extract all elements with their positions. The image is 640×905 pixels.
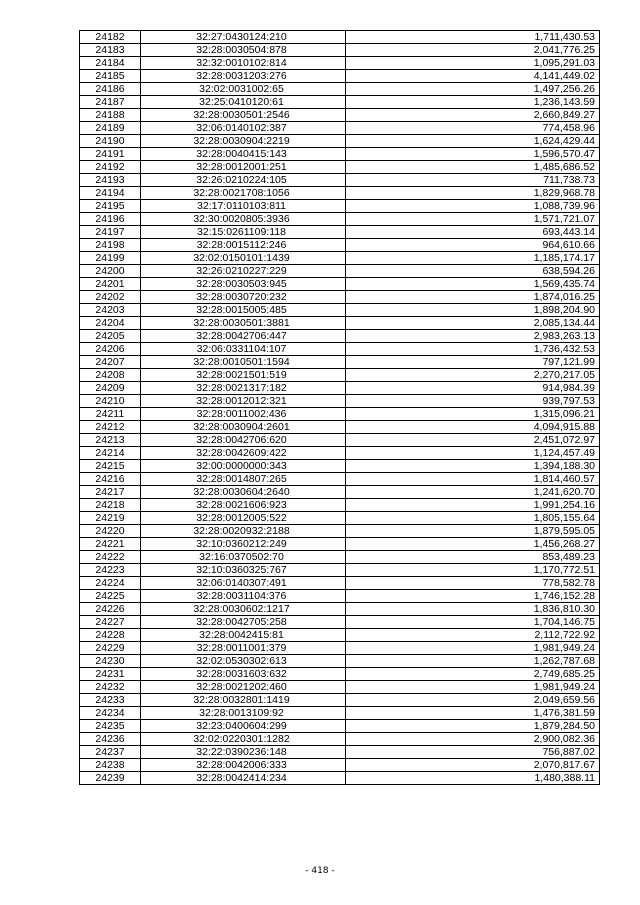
amount-cell: 1,836,810.30 — [346, 603, 600, 616]
row-number-cell: 24222 — [80, 551, 141, 564]
amount-cell: 1,185,174.17 — [346, 252, 600, 265]
cadastral-number-cell: 32:28:0011001:379 — [141, 642, 346, 655]
table-row — [80, 31, 600, 44]
cadastral-number-cell: 32:02:0150101:1439 — [141, 252, 346, 265]
row-number-cell: 24182 — [80, 31, 141, 44]
row-number-cell: 24220 — [80, 525, 141, 538]
row-number-cell: 24204 — [80, 317, 141, 330]
table-row — [80, 577, 600, 590]
cadastral-number-cell: 32:15:0261109:118 — [141, 226, 346, 239]
row-number-cell: 24186 — [80, 83, 141, 96]
row-number-cell: 24221 — [80, 538, 141, 551]
cadastral-number-cell: 32:28:0015112:246 — [141, 239, 346, 252]
cadastral-number-cell: 32:28:0012005:522 — [141, 512, 346, 525]
row-number-cell: 24187 — [80, 96, 141, 109]
row-number-cell: 24238 — [80, 759, 141, 772]
table-row — [80, 122, 600, 135]
amount-cell: 1,624,429.44 — [346, 135, 600, 148]
cadastral-number-cell: 32:10:0360212:249 — [141, 538, 346, 551]
amount-cell: 1,981,949.24 — [346, 642, 600, 655]
table-row — [80, 525, 600, 538]
table-row — [80, 694, 600, 707]
table-row — [80, 278, 600, 291]
table-row — [80, 291, 600, 304]
table-row — [80, 655, 600, 668]
cadastral-number-cell: 32:28:0030604:2640 — [141, 486, 346, 499]
row-number-cell: 24237 — [80, 746, 141, 759]
table-row — [80, 720, 600, 733]
cadastral-number-cell: 32:28:0040415:143 — [141, 148, 346, 161]
table-row — [80, 759, 600, 772]
table-row — [80, 44, 600, 57]
row-number-cell: 24230 — [80, 655, 141, 668]
amount-cell: 2,049,659.56 — [346, 694, 600, 707]
amount-cell: 1,879,284.50 — [346, 720, 600, 733]
cadastral-number-cell: 32:02:0220301:1282 — [141, 733, 346, 746]
row-number-cell: 24219 — [80, 512, 141, 525]
table-row — [80, 473, 600, 486]
cadastral-number-cell: 32:26:0210224:105 — [141, 174, 346, 187]
table-row — [80, 772, 600, 785]
row-number-cell: 24196 — [80, 213, 141, 226]
row-number-cell: 24207 — [80, 356, 141, 369]
amount-cell: 1,476,381.59 — [346, 707, 600, 720]
amount-cell: 1,736,432.53 — [346, 343, 600, 356]
cadastral-number-cell: 32:28:0021708:1056 — [141, 187, 346, 200]
amount-cell: 1,805,155.64 — [346, 512, 600, 525]
cadastral-number-cell: 32:28:0021501:519 — [141, 369, 346, 382]
table-row — [80, 486, 600, 499]
cadastral-number-cell: 32:28:0015005:485 — [141, 304, 346, 317]
table-row — [80, 70, 600, 83]
table-row — [80, 148, 600, 161]
cadastral-number-cell: 32:28:0030720:232 — [141, 291, 346, 304]
amount-cell: 2,270,217.05 — [346, 369, 600, 382]
cadastral-number-cell: 32:28:0020932:2188 — [141, 525, 346, 538]
table-row — [80, 356, 600, 369]
cadastral-number-cell: 32:28:0012001:251 — [141, 161, 346, 174]
amount-cell: 1,704,146.75 — [346, 616, 600, 629]
row-number-cell: 24223 — [80, 564, 141, 577]
amount-cell: 2,900,082.36 — [346, 733, 600, 746]
table-row — [80, 317, 600, 330]
row-number-cell: 24235 — [80, 720, 141, 733]
cadastral-number-cell: 32:28:0042609:422 — [141, 447, 346, 460]
amount-cell: 1,456,268.27 — [346, 538, 600, 551]
amount-cell: 1,571,721.07 — [346, 213, 600, 226]
cadastral-number-cell: 32:28:0032801:1419 — [141, 694, 346, 707]
cadastral-number-cell: 32:28:0030904:2601 — [141, 421, 346, 434]
row-number-cell: 24208 — [80, 369, 141, 382]
cadastral-number-cell: 32:28:0012012:321 — [141, 395, 346, 408]
table-row — [80, 161, 600, 174]
table-row — [80, 174, 600, 187]
row-number-cell: 24184 — [80, 57, 141, 70]
table-row — [80, 252, 600, 265]
cadastral-number-cell: 32:28:0010501:1594 — [141, 356, 346, 369]
cadastral-number-cell: 32:28:0031203:276 — [141, 70, 346, 83]
row-number-cell: 24201 — [80, 278, 141, 291]
cadastral-number-cell: 32:17:0110103:811 — [141, 200, 346, 213]
amount-cell: 1,236,143.59 — [346, 96, 600, 109]
amount-cell: 1,711,430.53 — [346, 31, 600, 44]
table-row — [80, 564, 600, 577]
row-number-cell: 24236 — [80, 733, 141, 746]
table-row — [80, 57, 600, 70]
row-number-cell: 24197 — [80, 226, 141, 239]
table-row — [80, 538, 600, 551]
cadastral-number-cell: 32:28:0030602:1217 — [141, 603, 346, 616]
amount-cell: 2,749,685.25 — [346, 668, 600, 681]
cadastral-number-cell: 32:28:0042706:447 — [141, 330, 346, 343]
row-number-cell: 24202 — [80, 291, 141, 304]
row-number-cell: 24193 — [80, 174, 141, 187]
amount-cell: 914,984.39 — [346, 382, 600, 395]
row-number-cell: 24194 — [80, 187, 141, 200]
table-row — [80, 96, 600, 109]
row-number-cell: 24225 — [80, 590, 141, 603]
row-number-cell: 24215 — [80, 460, 141, 473]
row-number-cell: 24203 — [80, 304, 141, 317]
cadastral-number-cell: 32:23:0400604:299 — [141, 720, 346, 733]
amount-cell: 1,480,388.11 — [346, 772, 600, 785]
row-number-cell: 24209 — [80, 382, 141, 395]
table-row — [80, 447, 600, 460]
cadastral-number-cell: 32:28:0030504:878 — [141, 44, 346, 57]
amount-cell: 1,170,772.51 — [346, 564, 600, 577]
amount-cell: 1,814,460.57 — [346, 473, 600, 486]
cadastral-number-cell: 32:28:0021202:460 — [141, 681, 346, 694]
amount-cell: 2,112,722.92 — [346, 629, 600, 642]
amount-cell: 1,241,620.70 — [346, 486, 600, 499]
table-row — [80, 330, 600, 343]
table-row — [80, 343, 600, 356]
amount-cell: 1,981,949.24 — [346, 681, 600, 694]
amount-cell: 1,879,595.05 — [346, 525, 600, 538]
table-row — [80, 642, 600, 655]
row-number-cell: 24218 — [80, 499, 141, 512]
cadastral-number-cell: 32:28:0021606:923 — [141, 499, 346, 512]
cadastral-number-cell: 32:28:0030501:2546 — [141, 109, 346, 122]
table-row — [80, 733, 600, 746]
cadastral-number-cell: 32:27:0430124:210 — [141, 31, 346, 44]
records-table-body — [80, 31, 600, 785]
row-number-cell: 24239 — [80, 772, 141, 785]
row-number-cell: 24183 — [80, 44, 141, 57]
row-number-cell: 24229 — [80, 642, 141, 655]
table-row — [80, 369, 600, 382]
table-row — [80, 681, 600, 694]
cadastral-number-cell: 32:25:0410120:61 — [141, 96, 346, 109]
amount-cell: 638,594.26 — [346, 265, 600, 278]
table-row — [80, 200, 600, 213]
row-number-cell: 24198 — [80, 239, 141, 252]
page-number: - 418 - — [305, 866, 335, 876]
amount-cell: 1,569,435.74 — [346, 278, 600, 291]
table-row — [80, 512, 600, 525]
row-number-cell: 24231 — [80, 668, 141, 681]
table-row — [80, 434, 600, 447]
row-number-cell: 24228 — [80, 629, 141, 642]
table-row — [80, 239, 600, 252]
amount-cell: 1,746,152.28 — [346, 590, 600, 603]
row-number-cell: 24233 — [80, 694, 141, 707]
amount-cell: 1,485,686.52 — [346, 161, 600, 174]
row-number-cell: 24214 — [80, 447, 141, 460]
amount-cell: 2,070,817.67 — [346, 759, 600, 772]
amount-cell: 4,094,915.88 — [346, 421, 600, 434]
cadastral-number-cell: 32:28:0042415:81 — [141, 629, 346, 642]
row-number-cell: 24234 — [80, 707, 141, 720]
amount-cell: 939,797.53 — [346, 395, 600, 408]
amount-cell: 711,738.73 — [346, 174, 600, 187]
row-number-cell: 24185 — [80, 70, 141, 83]
amount-cell: 774,458.96 — [346, 122, 600, 135]
row-number-cell: 24210 — [80, 395, 141, 408]
row-number-cell: 24227 — [80, 616, 141, 629]
row-number-cell: 24216 — [80, 473, 141, 486]
row-number-cell: 24190 — [80, 135, 141, 148]
cadastral-number-cell: 32:22:0390236:148 — [141, 746, 346, 759]
row-number-cell: 24199 — [80, 252, 141, 265]
amount-cell: 1,095,291.03 — [346, 57, 600, 70]
table-row — [80, 226, 600, 239]
amount-cell: 1,088,739.96 — [346, 200, 600, 213]
table-row — [80, 590, 600, 603]
amount-cell: 2,451,072.97 — [346, 434, 600, 447]
cadastral-number-cell: 32:26:0210227:229 — [141, 265, 346, 278]
table-row — [80, 408, 600, 421]
amount-cell: 2,660,849.27 — [346, 109, 600, 122]
cadastral-number-cell: 32:28:0031603:632 — [141, 668, 346, 681]
cadastral-number-cell: 32:06:0140102:387 — [141, 122, 346, 135]
amount-cell: 1,898,204.90 — [346, 304, 600, 317]
table-row — [80, 616, 600, 629]
amount-cell: 1,874,016.25 — [346, 291, 600, 304]
cadastral-number-cell: 32:28:0014807:265 — [141, 473, 346, 486]
amount-cell: 1,497,256.26 — [346, 83, 600, 96]
table-row — [80, 135, 600, 148]
row-number-cell: 24188 — [80, 109, 141, 122]
row-number-cell: 24200 — [80, 265, 141, 278]
amount-cell: 1,596,570.47 — [346, 148, 600, 161]
records-table — [79, 30, 600, 785]
table-row — [80, 187, 600, 200]
table-row — [80, 304, 600, 317]
amount-cell: 964,610.66 — [346, 239, 600, 252]
amount-cell: 1,315,096.21 — [346, 408, 600, 421]
table-row — [80, 668, 600, 681]
table-row — [80, 382, 600, 395]
row-number-cell: 24213 — [80, 434, 141, 447]
table-row — [80, 551, 600, 564]
amount-cell: 853,489.23 — [346, 551, 600, 564]
row-number-cell: 24211 — [80, 408, 141, 421]
cadastral-number-cell: 32:02:0031002:65 — [141, 83, 346, 96]
row-number-cell: 24191 — [80, 148, 141, 161]
amount-cell: 1,262,787.68 — [346, 655, 600, 668]
table-row — [80, 603, 600, 616]
cadastral-number-cell: 32:28:0030501:3881 — [141, 317, 346, 330]
amount-cell: 778,582.78 — [346, 577, 600, 590]
cadastral-number-cell: 32:28:0042706:620 — [141, 434, 346, 447]
cadastral-number-cell: 32:32:0010102:814 — [141, 57, 346, 70]
cadastral-number-cell: 32:28:0031104:376 — [141, 590, 346, 603]
table-row — [80, 213, 600, 226]
row-number-cell: 24205 — [80, 330, 141, 343]
table-row — [80, 83, 600, 96]
row-number-cell: 24189 — [80, 122, 141, 135]
cadastral-number-cell: 32:02:0530302:613 — [141, 655, 346, 668]
amount-cell: 4,141,449.02 — [346, 70, 600, 83]
table-row — [80, 629, 600, 642]
row-number-cell: 24195 — [80, 200, 141, 213]
amount-cell: 1,991,254.16 — [346, 499, 600, 512]
cadastral-number-cell: 32:28:0042006:333 — [141, 759, 346, 772]
cadastral-number-cell: 32:28:0042705:258 — [141, 616, 346, 629]
amount-cell: 2,983,263.13 — [346, 330, 600, 343]
table-row — [80, 109, 600, 122]
row-number-cell: 24226 — [80, 603, 141, 616]
row-number-cell: 24224 — [80, 577, 141, 590]
amount-cell: 1,394,188.30 — [346, 460, 600, 473]
amount-cell: 2,041,776.25 — [346, 44, 600, 57]
amount-cell: 797,121.99 — [346, 356, 600, 369]
cadastral-number-cell: 32:28:0042414:234 — [141, 772, 346, 785]
row-number-cell: 24217 — [80, 486, 141, 499]
cadastral-number-cell: 32:06:0331104:107 — [141, 343, 346, 356]
table-row — [80, 746, 600, 759]
cadastral-number-cell: 32:00:0000000:343 — [141, 460, 346, 473]
amount-cell: 693,443.14 — [346, 226, 600, 239]
cadastral-number-cell: 32:28:0011002:436 — [141, 408, 346, 421]
cadastral-number-cell: 32:28:0030904:2219 — [141, 135, 346, 148]
table-row — [80, 265, 600, 278]
row-number-cell: 24212 — [80, 421, 141, 434]
cadastral-number-cell: 32:16:0370502:70 — [141, 551, 346, 564]
table-row — [80, 707, 600, 720]
table-row — [80, 421, 600, 434]
cadastral-number-cell: 32:06:0140307:491 — [141, 577, 346, 590]
amount-cell: 756,887.02 — [346, 746, 600, 759]
cadastral-number-cell: 32:28:0030503:945 — [141, 278, 346, 291]
row-number-cell: 24192 — [80, 161, 141, 174]
cadastral-number-cell: 32:10:0360325:767 — [141, 564, 346, 577]
cadastral-number-cell: 32:30:0020805:3936 — [141, 213, 346, 226]
row-number-cell: 24206 — [80, 343, 141, 356]
cadastral-number-cell: 32:28:0021317:182 — [141, 382, 346, 395]
table-row — [80, 499, 600, 512]
cadastral-number-cell: 32:28:0013109:92 — [141, 707, 346, 720]
row-number-cell: 24232 — [80, 681, 141, 694]
amount-cell: 1,124,457.49 — [346, 447, 600, 460]
amount-cell: 1,829,968.78 — [346, 187, 600, 200]
amount-cell: 2,085,134.44 — [346, 317, 600, 330]
table-row — [80, 460, 600, 473]
table-row — [80, 395, 600, 408]
